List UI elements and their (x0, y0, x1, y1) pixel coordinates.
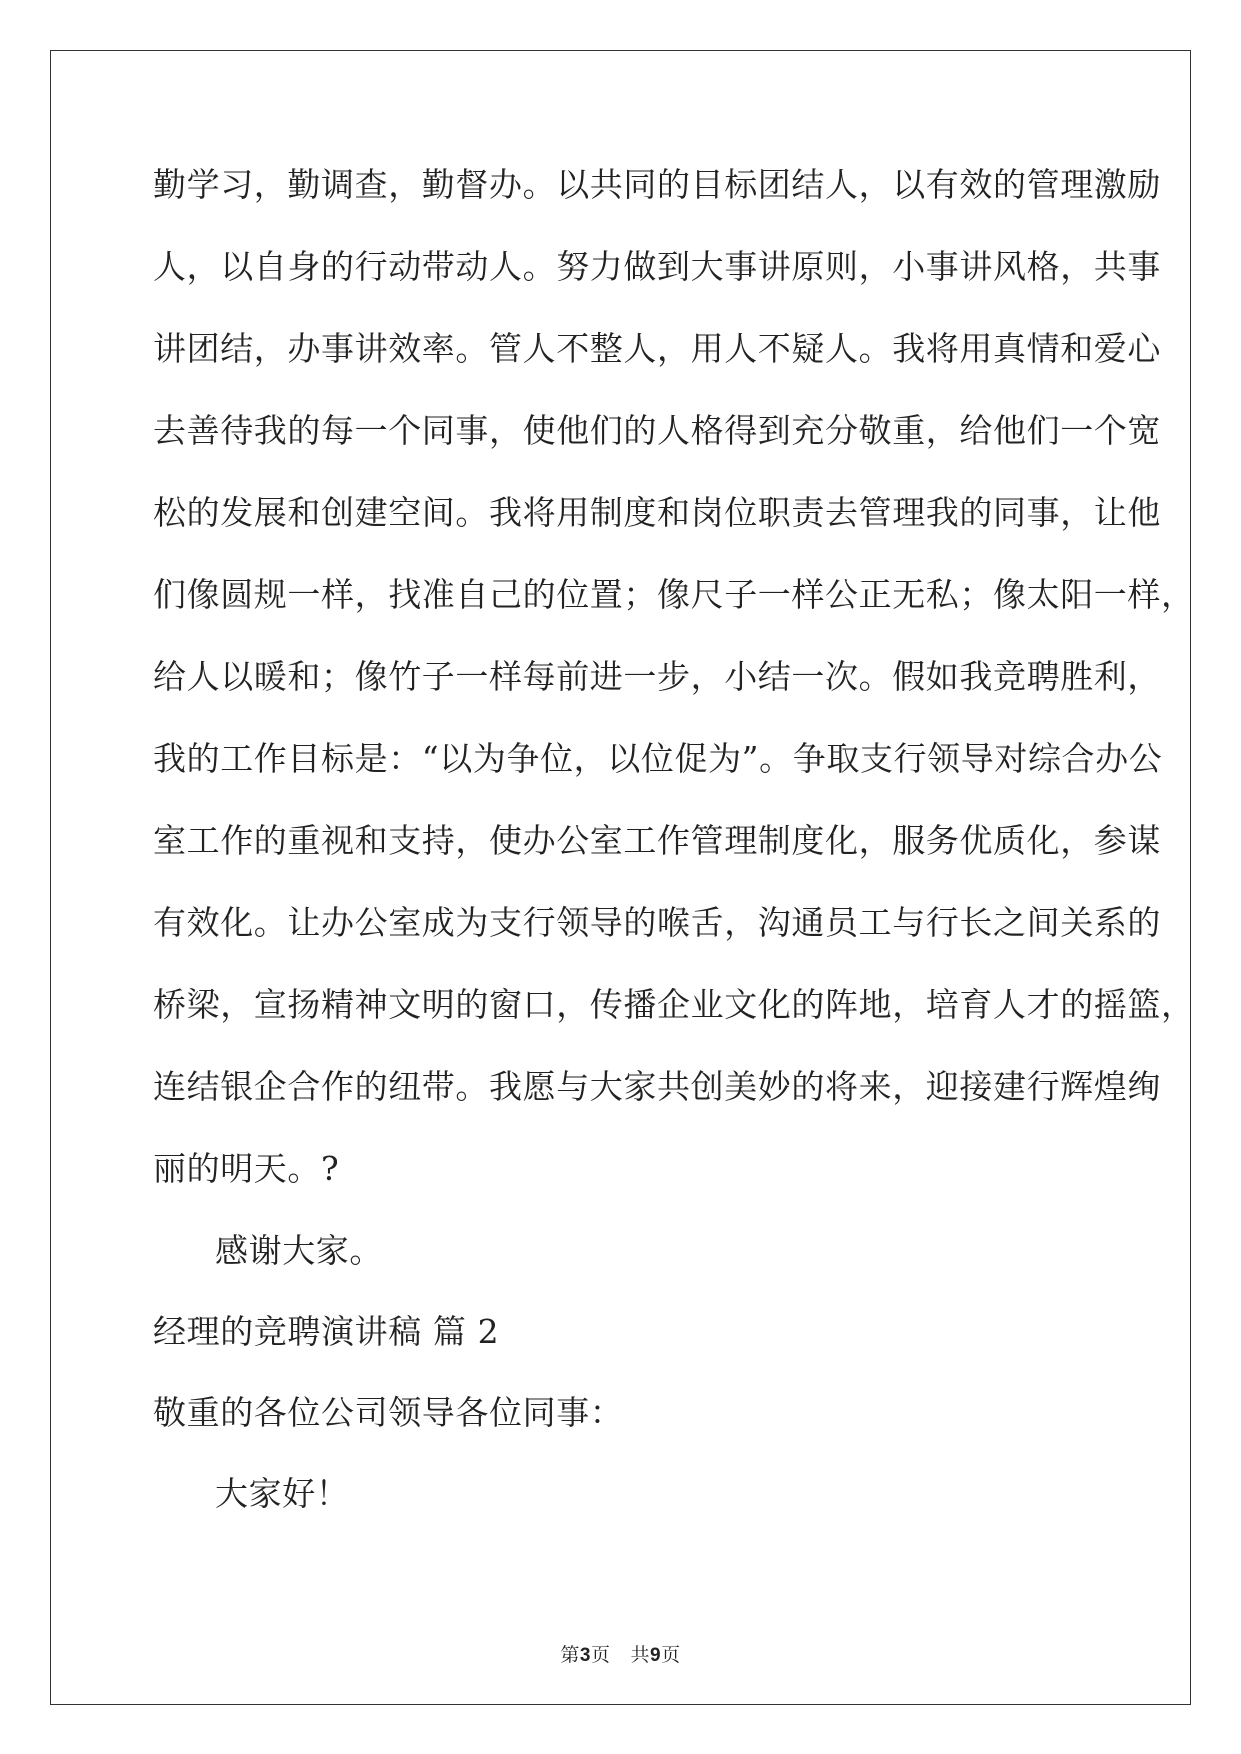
salutation: 敬重的各位公司领导各位同事： (153, 1393, 624, 1432)
paragraph-line-9: 室工作的重视和支持，使办公室工作管理制度化，服务优质化，参谋 (153, 821, 1161, 860)
paragraph-line-6: 们像圆规一样，找准自己的位置；像尺子一样公正无私；像太阳一样， (153, 575, 1195, 614)
paragraph-line-8: 我的工作目标是：“以为争位，以位促为”。争取支行领导对综合办公 (153, 739, 1163, 778)
page-footer (0, 1640, 1241, 1667)
paragraph-line-12: 连结银企合作的纽带。我愿与大家共创美妙的将来，迎接建行辉煌绚 (153, 1067, 1161, 1106)
closing-thanks: 感谢大家。 (215, 1231, 383, 1270)
paragraph-line-2: 人，以自身的行动带动人。努力做到大事讲原则，小事讲风格，共事 (153, 247, 1161, 286)
total-prefix: 共 (630, 1644, 651, 1666)
document-body (153, 162, 1195, 1552)
paragraph-line-4: 去善待我的每一个同事，使他们的人格得到充分敬重，给他们一个宽 (153, 411, 1161, 450)
paragraph-line-5: 松的发展和创建空间。我将用制度和岗位职责去管理我的同事，让他 (153, 493, 1161, 532)
paragraph-line-11: 桥梁，宣扬精神文明的窗口，传播企业文化的阵地，培育人才的摇篮， (153, 985, 1195, 1024)
page-number-current: 3 (579, 1645, 591, 1666)
page-suffix: 页 (590, 1644, 611, 1666)
paragraph-line-7: 给人以暖和；像竹子一样每前进一步，小结一次。假如我竞聘胜利， (153, 657, 1161, 696)
page-number-total: 9 (650, 1645, 662, 1666)
paragraph-line-3: 讲团结，办事讲效率。管人不整人，用人不疑人。我将用真情和爱心 (153, 329, 1161, 368)
paragraph-line-13: 丽的明天。? (153, 1149, 340, 1188)
total-suffix: 页 (661, 1644, 681, 1666)
section-title: 经理的竞聘演讲稿 篇 2 (153, 1312, 500, 1351)
greeting: 大家好！ (215, 1474, 350, 1513)
paragraph-line-10: 有效化。让办公室成为支行领导的喉舌，沟通员工与行长之间关系的 (153, 903, 1161, 942)
paragraph-line-1: 勤学习，勤调查，勤督办。以共同的目标团结人，以有效的管理激励 (153, 165, 1161, 204)
page-prefix: 第 (560, 1644, 580, 1666)
